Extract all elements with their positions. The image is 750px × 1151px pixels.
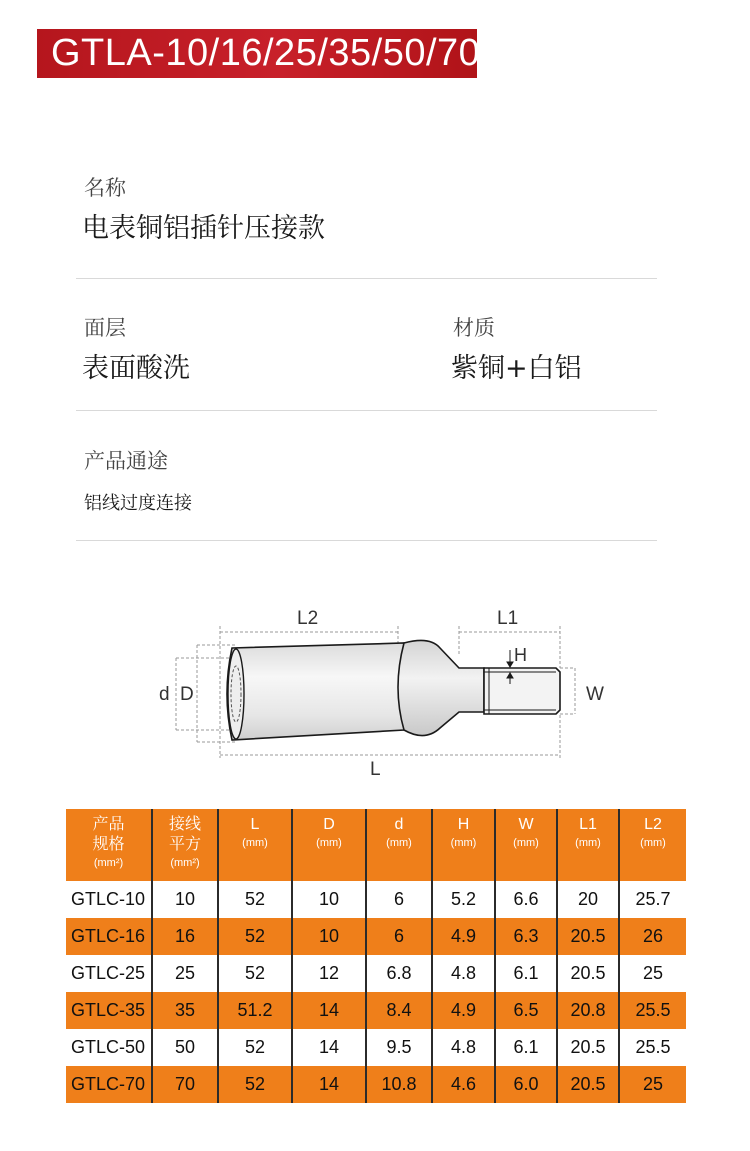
- table-row: [66, 918, 686, 955]
- table-cell: 10: [293, 881, 367, 918]
- table-cell: 4.8: [433, 1029, 496, 1066]
- table-cell: 14: [293, 1029, 367, 1066]
- name-value: 电表铜铝插针压接款: [82, 213, 325, 244]
- barrel-shape: [227, 643, 404, 740]
- table-cell: 52: [219, 955, 293, 992]
- table-cell: 8.4: [367, 992, 433, 1029]
- material-label: 材质: [453, 316, 495, 340]
- table-cell: 20: [558, 881, 620, 918]
- table-cell: 25.5: [620, 1029, 686, 1066]
- table-cell: 6: [367, 881, 433, 918]
- header-unit: (mm²): [93, 857, 124, 869]
- table-cell: 25: [620, 955, 686, 992]
- table-cell: 4.8: [433, 955, 496, 992]
- table-cell: 25: [153, 955, 219, 992]
- table-cell: 20.5: [558, 955, 620, 992]
- table-cell: GTLC-50: [66, 1029, 153, 1066]
- header-line1: L2: [644, 816, 662, 833]
- label-d-small: d: [159, 684, 170, 705]
- header-line1: d: [394, 816, 404, 833]
- table-cell: 25.7: [620, 881, 686, 918]
- table-cell: GTLC-16: [66, 918, 153, 955]
- table-cell: 52: [219, 1066, 293, 1103]
- header-line2: 平方: [168, 836, 201, 853]
- table-cell: 6.6: [496, 881, 558, 918]
- usage-value: 铝线过度连接: [84, 493, 192, 514]
- table-header-cell: [433, 809, 496, 881]
- surface-label: 面层: [84, 316, 126, 340]
- model-banner: GTLA-10/16/25/35/50/70: [37, 29, 477, 78]
- header-unit: (mm): [242, 837, 268, 849]
- table-header-cell: [620, 809, 686, 881]
- table-cell: 6.0: [496, 1066, 558, 1103]
- header-line2: 规格: [92, 836, 125, 853]
- label-l: L: [370, 759, 381, 780]
- table-cell: 51.2: [219, 992, 293, 1029]
- table-row: [66, 1029, 686, 1066]
- table-header-cell: [219, 809, 293, 881]
- header-line1: 接线: [168, 816, 201, 833]
- surface-value: 表面酸洗: [82, 353, 190, 384]
- header-line1: D: [323, 816, 335, 833]
- table-cell: 10: [293, 918, 367, 955]
- table-cell: 52: [219, 918, 293, 955]
- table-cell: 70: [153, 1066, 219, 1103]
- label-l2: L2: [297, 608, 319, 629]
- header-unit: (mm): [316, 837, 342, 849]
- table-row: [66, 955, 686, 992]
- table-cell: 6.5: [496, 992, 558, 1029]
- label-w: W: [586, 684, 604, 705]
- table-cell: 52: [219, 881, 293, 918]
- terminal-dimension-diagram: [150, 600, 620, 785]
- usage-label: 产品通途: [84, 449, 168, 473]
- table-cell: 25.5: [620, 992, 686, 1029]
- table-cell: 5.2: [433, 881, 496, 918]
- divider: [76, 540, 657, 541]
- table-row: [66, 992, 686, 1029]
- table-cell: 20.5: [558, 1066, 620, 1103]
- header-unit: (mm²): [170, 857, 200, 869]
- header-unit: (mm): [386, 837, 412, 849]
- label-l1: L1: [497, 608, 519, 629]
- divider: [76, 410, 657, 411]
- divider: [76, 278, 657, 279]
- table-header-row: [66, 809, 686, 881]
- table-cell: 4.9: [433, 992, 496, 1029]
- header-line1: W: [518, 816, 534, 833]
- header-unit: (mm): [450, 837, 477, 849]
- table-cell: GTLC-70: [66, 1066, 153, 1103]
- pin-shape: [484, 668, 560, 714]
- table-cell: 6.1: [496, 1029, 558, 1066]
- table-cell: 4.9: [433, 918, 496, 955]
- table-cell: 6: [367, 918, 433, 955]
- header-unit: (mm): [575, 837, 601, 849]
- table-cell: 16: [153, 918, 219, 955]
- table-cell: GTLC-10: [66, 881, 153, 918]
- table-header-cell: [367, 809, 433, 881]
- header-line1: 产品: [92, 816, 125, 833]
- table-cell: 6.8: [367, 955, 433, 992]
- table-header-cell: [496, 809, 558, 881]
- table-cell: 6.1: [496, 955, 558, 992]
- table-cell: 25: [620, 1066, 686, 1103]
- table-cell: GTLC-25: [66, 955, 153, 992]
- table-cell: 14: [293, 1066, 367, 1103]
- table-cell: 20.8: [558, 992, 620, 1029]
- table-cell: 20.5: [558, 918, 620, 955]
- table-cell: 10.8: [367, 1066, 433, 1103]
- table-header-cell: [558, 809, 620, 881]
- table-cell: 12: [293, 955, 367, 992]
- table-row: [66, 881, 686, 918]
- table-cell: 6.3: [496, 918, 558, 955]
- table-cell: GTLC-35: [66, 992, 153, 1029]
- table-cell: 52: [219, 1029, 293, 1066]
- header-unit: (mm): [640, 837, 666, 849]
- header-unit: (mm): [513, 837, 539, 849]
- header-line1: H: [457, 816, 470, 833]
- table-cell: 10: [153, 881, 219, 918]
- table-cell: 50: [153, 1029, 219, 1066]
- table-header-cell: [66, 809, 153, 881]
- bulb-shape: [398, 640, 484, 735]
- material-value: 紫铜+白铝: [451, 353, 582, 384]
- name-label: 名称: [84, 176, 126, 200]
- table-cell: 4.6: [433, 1066, 496, 1103]
- table-cell: 26: [620, 918, 686, 955]
- table-header-cell: [293, 809, 367, 881]
- table-row: [66, 1066, 686, 1103]
- table-cell: 14: [293, 992, 367, 1029]
- label-d-large: D: [180, 684, 194, 705]
- table-cell: 35: [153, 992, 219, 1029]
- table-cell: 20.5: [558, 1029, 620, 1066]
- spec-table: [66, 809, 686, 1103]
- table-header-cell: [153, 809, 219, 881]
- label-h: H: [514, 645, 527, 665]
- header-line1: L: [250, 816, 260, 833]
- header-line1: L1: [579, 816, 597, 833]
- table-cell: 9.5: [367, 1029, 433, 1066]
